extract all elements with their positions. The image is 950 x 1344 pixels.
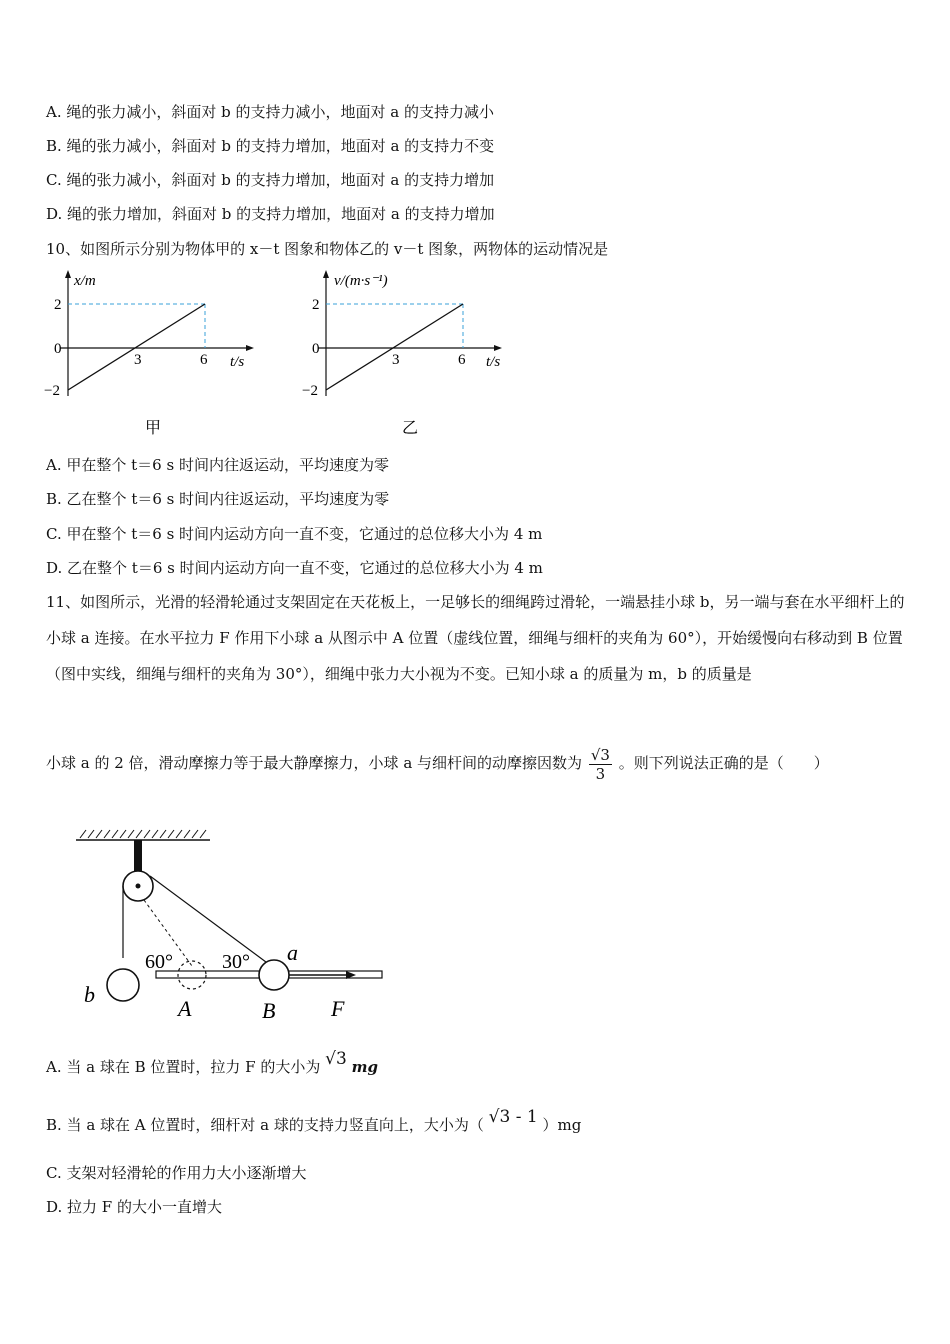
- q11-mu-numerator: √3: [590, 745, 610, 764]
- jia-tick-2: 2: [54, 297, 62, 313]
- jia-tick-0: 0: [54, 341, 62, 357]
- yi-tick-3: 3: [392, 352, 400, 368]
- q11-option-d: D. 拉力 F 的大小一直增大: [46, 1198, 222, 1216]
- q11-figure: [72, 820, 432, 1045]
- q11-option-a-pre: A. 当 a 球在 B 位置时，拉力 F 的大小为: [46, 1058, 321, 1076]
- q11-option-b-post: ）mg: [542, 1116, 582, 1134]
- q9-option-b: B. 绳的张力减小，斜面对 b 的支持力增加，地面对 a 的支持力不变: [46, 137, 495, 155]
- q11-stem-2a: 小球 a 的 2 倍，滑动摩擦力等于最大静摩擦力，小球 a 与细杆间的动摩擦因数为: [46, 754, 583, 772]
- jia-ylabel: x/m: [74, 273, 96, 289]
- q10-option-b: B. 乙在整个 t＝6 s 时间内往返运动，平均速度为零: [46, 490, 390, 508]
- label-A: A: [178, 996, 192, 1021]
- q10-graph-jia: [40, 266, 280, 441]
- q9-option-c: C. 绳的张力减小，斜面对 b 的支持力增加，地面对 a 的支持力增加: [46, 171, 495, 189]
- jia-tick-m2: −2: [44, 383, 60, 399]
- label-a: a: [287, 940, 298, 965]
- yi-tick-6: 6: [458, 352, 466, 368]
- jia-tick-6: 6: [200, 352, 208, 368]
- yi-tick-m2: −2: [302, 383, 318, 399]
- q11-option-a-sqrt: √3: [325, 1049, 347, 1069]
- q10-graph-yi: [298, 266, 538, 441]
- q11-stem-1: 11、如图所示，光滑的轻滑轮通过支架固定在天花板上，一足够长的细绳跨过滑轮，一端悬挂小球 b，另一端与套在水平细杆上的小球 a 连接。在水平拉力 F 作用下小球 a 从图示中 A 位置（虚线位置，细绳与细杆的夹角为 60°），开始缓慢向右移动到 B 位置（图中实线，细绳与细杆的夹角为 30°），细绳中张力大小视为不变。已知小球 a 的质量为 m，b 的质量是: [46, 593, 905, 683]
- yi-xlabel: t/s: [486, 354, 501, 370]
- q11-stem-2b: 。则下列说法正确的是（ ）: [618, 754, 829, 772]
- q11-mu-fraction: [589, 746, 612, 783]
- jia-line: [68, 304, 205, 390]
- label-F: F: [331, 996, 345, 1021]
- q11-option-a: [46, 1049, 378, 1082]
- q11-option-a-post: mg: [351, 1058, 378, 1076]
- yi-tick-2: 2: [312, 297, 320, 313]
- q11-mu-denominator: 3: [595, 764, 606, 783]
- q11-option-b-pre: B. 当 a 球在 A 位置时，细杆对 a 球的支持力竖直向上，大小为（: [46, 1116, 484, 1134]
- ball-a: [259, 960, 289, 990]
- q9-option-a: A. 绳的张力减小，斜面对 b 的支持力减小，地面对 a 的支持力减小: [46, 103, 494, 121]
- jia-tick-3: 3: [134, 352, 142, 368]
- q10-option-a: A. 甲在整个 t＝6 s 时间内往返运动，平均速度为零: [46, 456, 389, 474]
- q11-option-c: C. 支架对轻滑轮的作用力大小逐渐增大: [46, 1164, 307, 1182]
- yi-caption: 乙: [402, 420, 419, 437]
- q11-option-b: [46, 1107, 582, 1140]
- q11-option-b-sqrt: √3 - 1: [488, 1107, 538, 1127]
- q10-stem: 10、如图所示分别为物体甲的 x－t 图象和物体乙的 v－t 图象，两物体的运动情况是: [46, 240, 609, 258]
- angle-30: 30°: [222, 951, 250, 973]
- angle-60: 60°: [145, 951, 173, 973]
- ball-b: [107, 969, 139, 1001]
- jia-xlabel: t/s: [230, 354, 245, 370]
- label-B: B: [262, 998, 276, 1023]
- yi-tick-0: 0: [312, 341, 320, 357]
- jia-caption: 甲: [145, 420, 162, 437]
- yi-ylabel: v/(m·s⁻¹): [334, 273, 388, 289]
- q9-option-d: D. 绳的张力增加，斜面对 b 的支持力增加，地面对 a 的支持力增加: [46, 205, 495, 223]
- q10-option-d: D. 乙在整个 t＝6 s 时间内运动方向一直不变，它通过的总位移大小为 4 m: [46, 559, 543, 577]
- yi-line: [326, 304, 463, 390]
- label-b: b: [84, 982, 95, 1007]
- q10-option-c: C. 甲在整个 t＝6 s 时间内运动方向一直不变，它通过的总位移大小为 4 m: [46, 525, 543, 543]
- q11-stem-2: [46, 740, 829, 786]
